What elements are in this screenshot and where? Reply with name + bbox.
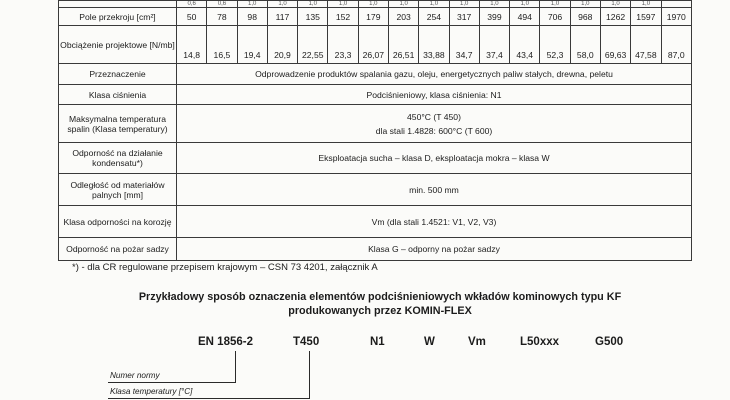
table-cell: 52,3 [540, 26, 570, 64]
heading-line-1: Przykładowy sposób oznaczenia elementów podciśnieniowych wkładów kominowych typu KF [138, 291, 622, 303]
table-cell: 58,0 [570, 26, 600, 64]
table-cell: 14,8 [177, 26, 207, 64]
table-cell: 494 [510, 8, 540, 26]
table-cell: 706 [540, 8, 570, 26]
table-cell: 1,0 [449, 1, 479, 8]
table-cell: 1,0 [388, 1, 418, 8]
code-corrosion: Vm [468, 336, 486, 348]
table-cell: 1970 [661, 8, 692, 26]
table-cell: 1597 [631, 8, 661, 26]
table-row-clipped [59, 1, 692, 8]
table-cell: 203 [388, 8, 418, 26]
row-label: Klasa odporności na korozję [59, 206, 177, 238]
table-cell: 1,0 [540, 1, 570, 8]
table-cell: 43,4 [510, 26, 540, 64]
row-value: Podciśnieniowy, klasa ciśnienia: N1 [177, 85, 692, 105]
table-row-sadza [59, 238, 692, 261]
row-label: Pole przekroju [cm²] [59, 8, 177, 26]
legend-numer-normy: Numer normy [110, 371, 160, 380]
row-value: min. 500 mm [177, 174, 692, 206]
table-cell: 20,9 [267, 26, 297, 64]
table-row-temperatura [59, 105, 692, 143]
table-cell: 1,0 [237, 1, 267, 8]
table-cell: 1,0 [298, 1, 328, 8]
table-cell: 50 [177, 8, 207, 26]
table-cell: 399 [479, 8, 509, 26]
row-label: Przeznaczenie [59, 64, 177, 85]
table-cell: 317 [449, 8, 479, 26]
table-cell: 26,07 [358, 26, 388, 64]
table-cell: 16,5 [207, 26, 237, 64]
legend-klasa-temperatury: Klasa temperatury [°C] [110, 387, 193, 396]
table-cell: 0,6 [177, 1, 207, 8]
code-soot: G500 [595, 336, 624, 348]
leader-horizontal-temperature [108, 398, 310, 399]
table-cell: 1,0 [419, 1, 449, 8]
table-cell: 33,88 [419, 26, 449, 64]
leader-horizontal-standard [108, 382, 236, 383]
table-cell: 1,0 [267, 1, 297, 8]
temp-value-line-2: dla stali 1.4828: 600°C (T 600) [375, 125, 493, 136]
table-row-kondensat [59, 143, 692, 174]
table-cell: 968 [570, 8, 600, 26]
temp-value-line-1: 450°C (T 450) [407, 111, 461, 122]
row-label: Maksymalna temperatura spalin (Klasa temperatury) [59, 105, 177, 143]
table-cell: 117 [267, 8, 297, 26]
row-value: Vm (dla stali 1.4521: V1, V2, V3) [177, 206, 692, 238]
row-value: Klasa G – odporny na pożar sadzy [177, 238, 692, 261]
code-material: L50xxx [520, 336, 560, 348]
table-cell: 37,4 [479, 26, 509, 64]
row-label: Odporność na działanie kondensatu*) [59, 143, 177, 174]
table-cell: 1262 [600, 8, 630, 26]
code-condensate: W [424, 336, 435, 348]
row-value [177, 105, 692, 143]
table-row-korozja [59, 206, 692, 238]
table-row-pole-przekroju [59, 8, 692, 26]
table-row-odleglosc [59, 174, 692, 206]
footnote: *) - dla CR regulowane przepisem krajowym – CSN 73 4201, załącznik A [72, 262, 378, 273]
table-cell: 135 [298, 8, 328, 26]
table-cell: 1,0 [600, 1, 630, 8]
table-cell: 152 [328, 8, 358, 26]
row-label: Odporność na pożar sadzy [59, 238, 177, 261]
table-cell: 98 [237, 8, 267, 26]
table-cell: 78 [207, 8, 237, 26]
table-row-klasa-cisnienia [59, 85, 692, 105]
table-cell: 34,7 [449, 26, 479, 64]
table-cell: 1,0 [510, 1, 540, 8]
leader-vertical-temperature [309, 351, 310, 399]
row-label: Odległość od materiałów palnych [mm] [59, 174, 177, 206]
table-cell: 179 [358, 8, 388, 26]
row-label: Obciążenie projektowe [N/mb] [59, 26, 177, 64]
table-cell: 0,6 [207, 1, 237, 8]
code-temperature: T450 [293, 336, 320, 348]
row-value: Odprowadzenie produktów spalania gazu, oleju, energetycznych paliw stałych, drewna, peletu [177, 64, 692, 85]
code-standard: EN 1856-2 [198, 336, 253, 348]
table-cell [661, 1, 692, 8]
table-cell: 1,0 [631, 1, 661, 8]
code-pressure: N1 [370, 336, 385, 348]
row-value: Eksploatacja sucha – klasa D, eksploatacja mokra – klasa W [177, 143, 692, 174]
table-cell: 47,58 [631, 26, 661, 64]
table-cell: 1,0 [358, 1, 388, 8]
designation-heading [80, 290, 680, 318]
table-cell [59, 1, 177, 8]
table-cell: 1,0 [570, 1, 600, 8]
leader-vertical-standard [235, 351, 236, 382]
table-cell: 22,55 [298, 26, 328, 64]
table-cell: 69,63 [600, 26, 630, 64]
table-cell: 23,3 [328, 26, 358, 64]
table-row-obciazenie [59, 26, 692, 64]
spec-table [58, 0, 692, 261]
table-cell: 87,0 [661, 26, 692, 64]
table-cell: 26,51 [388, 26, 418, 64]
table-cell: 19,4 [237, 26, 267, 64]
row-label: Klasa ciśnienia [59, 85, 177, 105]
table-cell: 1,0 [328, 1, 358, 8]
table-cell: 1,0 [479, 1, 509, 8]
table-row-przeznaczenie [59, 64, 692, 85]
table-cell: 254 [419, 8, 449, 26]
heading-line-2: produkowanych przez KOMIN-FLEX [288, 305, 472, 317]
